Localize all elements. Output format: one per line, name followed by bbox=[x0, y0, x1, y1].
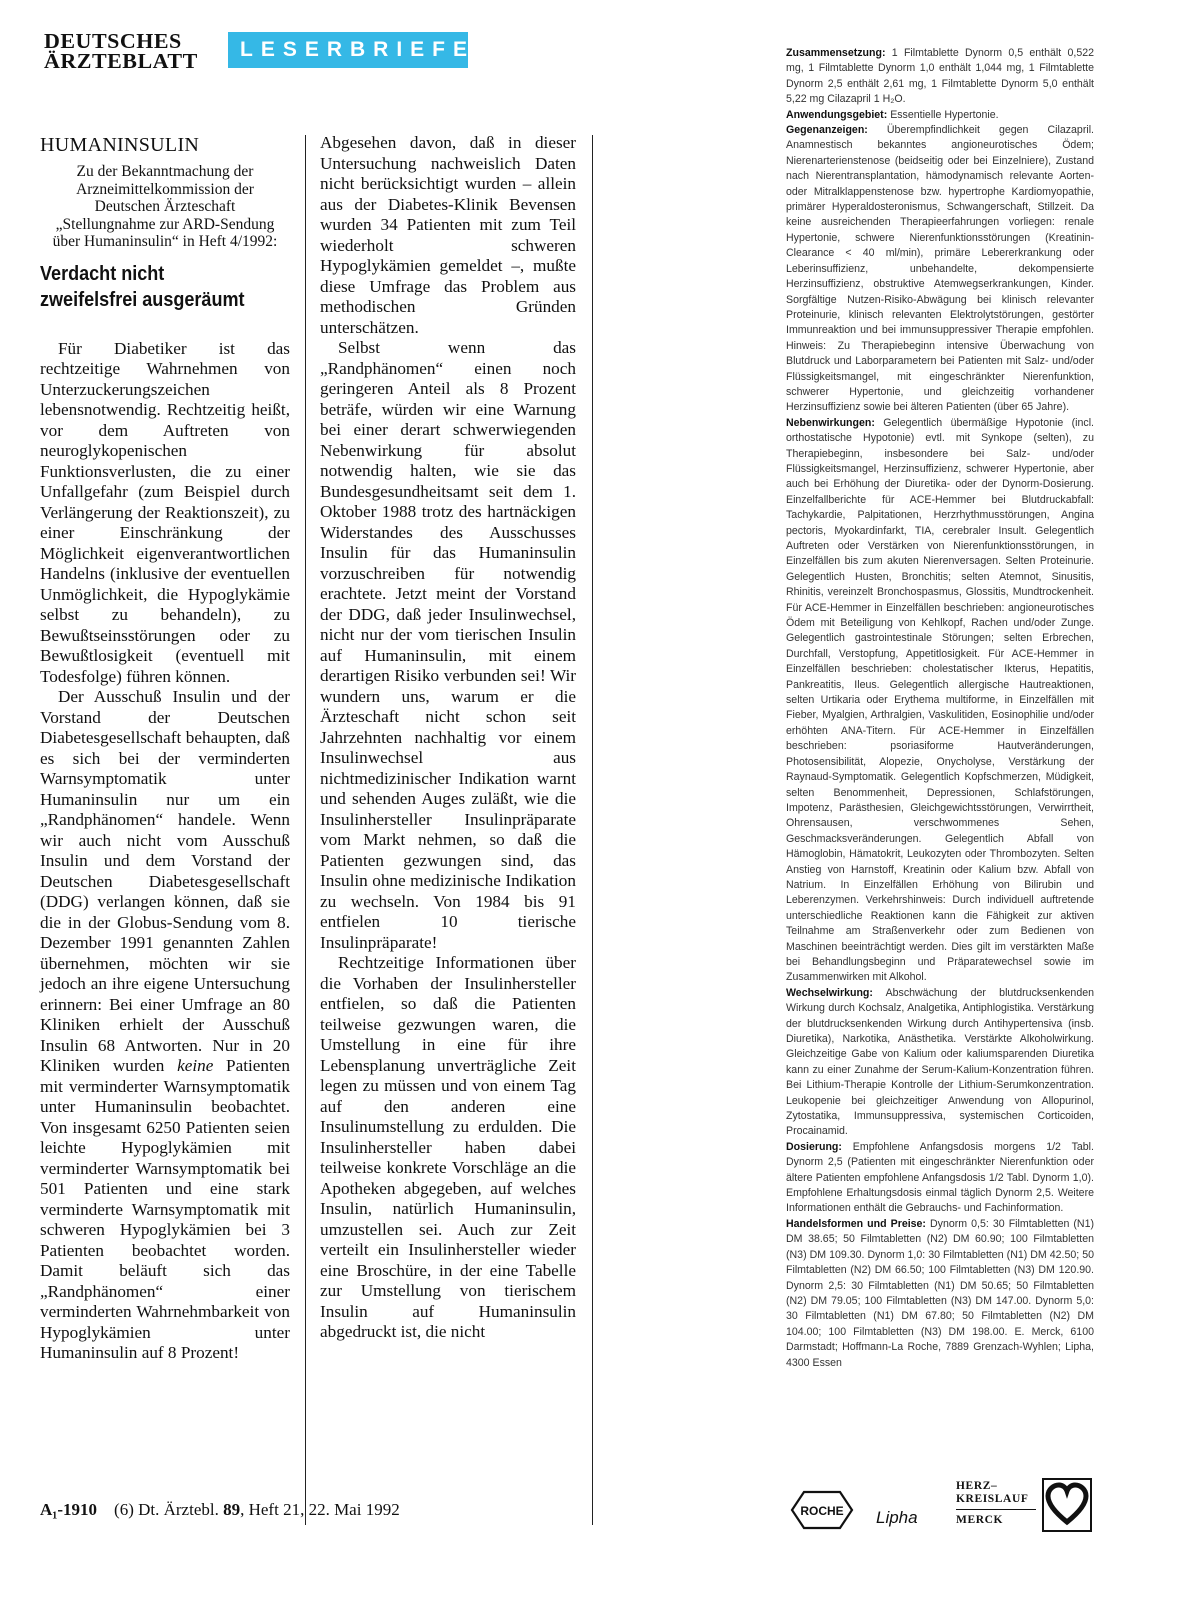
lipha-logo: Lipha bbox=[876, 1508, 918, 1527]
paragraph-1: Für Diabetiker ist das rechtzeitige Wahrnehmen von Unterzuckerungszeichen lebensnotwendig. Rechtzeitig heißt, vor dem Auftreten von neuroglykopenischen Funktionsverlusten, die zu einer Unfallgefahr (zum Beispiel durch Verlängerung der Reaktionszeit), zu einer Einschränkung der Möglichkeit eigenverantwortlichen Handelns (inklusive der eventuellen Unmöglichkeit, die Hypoglykämie selbst zu behandeln), zu Bewußtseinsstörungen oder zu Bewußtlosigkeit (eventuell mit Todesfolge) führen können. bbox=[40, 338, 290, 686]
pi-text: Überempfindlichkeit gegen Cilazapril. Anamnestisch bekanntes angioneurotisches Ödem; Nierenarterienstenose (beidseitig oder bei Einzelniere), Zustand nach Nierentransplantation, hämodynamisch relevante Aorten- oder Mitralklappenstenose bzw. hypertrophe Kardiomyopathie, primärer Hyperaldosteronismus, Schwangerschaft, Stillzeit. Da keine ausreichenden Therapieerfahrungen vorliegen: renale Hypertonie, schwere Nierenfunktionsstörungen (Kreatinin-Clearance < 40 ml/min), primäre Lebererkrankung oder Leberinsuffizienz, unbehandelte, dekompensierte Herzinsuffizienz, obstruktive Atemwegserkrankungen, Kinder. Sorgfältige Nutzen-Risiko-Abwägung bei klinisch relevanter Proteinurie, klinisch relevanten Elektrolytstörungen, gestörter Immunreaktion und bei immunsuppressiver Therapie empfohlen. Hinweis: Zu Therapiebeginn intensive Überwachung von Blutdruck und Laborparametern bei Patienten mit Salz- und/oder Flüssigkeitsmangel, mit eingeschränkter Nierenfunktion, schwerer Hypertonie, und gleichzeitig vorhandener Herzinsuffizienz sowie bei älteren Patienten (über 65 Jahre). bbox=[786, 124, 1094, 414]
pi-text: Gelegentlich übermäßige Hypotonie (incl. orthostatische Hypotonie) evtl. mit Synkope (selten), zu Therapiebeginn, insbesondere bei Salz- und/oder Flüssigkeitsmangel, Herzinsuffizienz, schwerer Hypertonie, aber auch bei Erhöhung der Diuretika- oder der Dynorm-Dosierung. Einzelfallberichte für ACE-Hemmer bei Blutdruckabfall: Tachykardie, Palpitationen, Herzrhythmusstörungen, Angina pectoris, Myokardinfarkt, TIA, cerebraler Insult. Gelegentlich Auftreten oder Verstärken von Nierenfunktionsstörungen, in Einzelfällen bis zum akuten Nierenversagen. Selten Proteinurie. Gelegentlich Husten, Bronchitis; selten Atemnot, Sinusitis, Rhinitis, vereinzelt Bronchospasmus, Glossitis, Mundtrockenheit. Für ACE-Hemmer in Einzelfällen beschrieben: angioneurotisches Ödem mit Beteiligung von Kehlkopf, Rachen und/oder Zunge. Gelegentlich gastrointestinale Störungen; selten Erbrechen, Durchfall, Verstopfung, Appetitlosigkeit. Für ACE-Hemmer in Einzelfällen beschrieben: cholestatischer Ikterus, Hepatitis, Pankreatitis, Ileus. Gelegentlich allergische Hautreaktionen, selten Urtikaria oder Erythema multiforme, in Einzelfällen mit Fieber, Myalgien, Arthralgien, Vaskulitiden, Eosinophilie und/oder erhöhten ANA-Titern. Für ACE-Hemmer in Einzelfällen beschrieben: psoriasiforme Hautveränderungen, Photosensibilität, Alopezie, Onycholyse, Verstärkung der Raynaud-Symptomatik. Gelegentlich Kopfschmerzen, Müdigkeit, selten Benommenheit, Depressionen, Schlafstörungen, Impotenz, Parästhesien, Gleichgewichtsstörungen, Verwirrtheit, Ohrensausen, verschwommenes Sehen, Geschmacksveränderungen. Gelegentlich Abfall von Hämoglobin, Hämatokrit, Leukozyten oder Thrombozyten. Selten Anstieg von Harnstoff, Kreatinin oder Kalium bzw. Abfall von Natrium. In Einzelfällen Erhöhung von Bilirubin und Leberenzymen. Verkehrshinweis: Durch individuell auftretende unterschiedliche Reaktionen kann die Fähigkeit zur aktiven Teilnahme am Straßenverkehr oder zum Bedienen von Maschinen beeinträchtigt werden. Dies gilt im verstärkten Maße bei Behandlungsbeginn und Präparatewechsel sowie im Zusammenwirken mit Alkohol. bbox=[786, 416, 1094, 984]
pi-label: Anwendungsgebiet: bbox=[786, 108, 888, 121]
paragraph-2 bbox=[40, 687, 290, 1364]
pi-nebenwirkungen bbox=[786, 416, 1094, 986]
hk-line-1: HERZ– bbox=[956, 1480, 998, 1492]
issue-prefix: (6) Dt. Ärztebl. bbox=[114, 1500, 219, 1519]
pi-text: Essentielle Hypertonie. bbox=[890, 108, 999, 121]
hk-logo-text bbox=[956, 1480, 1036, 1527]
pi-text: Abschwächung der blutdrucksenkenden Wirkung durch Kochsalz, Analgetika, Antiphlogistika. Verstärkung der blutdrucksenkenden Wirkung durch Antihypertensiva (insb. Diuretika), Narkotika, Anästhetika. Verstärkte Alkoholwirkung. Gleichzeitige Gabe von Kalium oder kaliumsparenden Diuretika kann zu einer Zunahme der Serum-Kalium-Konzentration führen. Bei Lithium-Therapie Kontrolle der Lithium-Serumkonzentration. Leukopenie bei gleichzeitiger Anwendung von Allopurinol, Zytostatika, Immunsuppressiva, systemischen Corticoiden, Procainamid. bbox=[786, 986, 1094, 1138]
paragraph-2-part-a: Der Ausschuß Insulin und der Vorstand der Deutschen Diabetesgesellschaft behaupten, daß es sich bei der verminderten Warnsymptomatik unter Humaninsulin nur um ein „Randphänomen“ handele. Wenn wir auch nicht vom Ausschuß Insulin und dem Vorstand der Deutschen Diabetesgesellschaft (DDG) verlangen können, daß sie die in der Globus-Sendung vom 8. Dezember 1991 genannten Zahlen übernehmen, möchten wir sie jedoch an ihre eigene Untersuchung erinnern: Bei einer Umfrage an 80 Kliniken erhielt der Ausschuß Insulin 68 Antworten. Nur in 20 Kliniken wurden bbox=[40, 687, 290, 1075]
pi-gegenanzeigen bbox=[786, 123, 1094, 416]
article-column-1 bbox=[40, 133, 290, 1364]
pi-dosierung bbox=[786, 1140, 1094, 1217]
heart-icon bbox=[1042, 1478, 1092, 1532]
column-divider bbox=[305, 135, 306, 1525]
page-footer bbox=[40, 1500, 400, 1520]
volume-number: 89 bbox=[223, 1500, 241, 1519]
roche-logo-text: ROCHE bbox=[800, 1504, 844, 1518]
paragraph-2-part-b: Patienten mit verminderter Warnsymptomatik unter Humaninsulin beobachtet. Von insgesamt 6250 Patienten seien leichte Hypoglykämien mit verminderter Warnsymptomatik bei 501 Patienten und eine stark verminderte Warnsymptomatik mit schweren Hypoglykämien bei 3 Patienten beobachtet worden. Damit beläuft sich das „Randphänomen“ einer verminderten Wahrnehmbarkeit von Hypoglykämien unter Humaninsulin auf 8 Prozent! bbox=[40, 1056, 290, 1362]
roche-logo bbox=[790, 1490, 854, 1530]
page-number: A₁-1910 bbox=[40, 1500, 98, 1519]
masthead-line-2: ÄRZTEBLATT bbox=[44, 49, 198, 73]
pi-wechselwirkung bbox=[786, 986, 1094, 1140]
hk-line-2: KREISLAUF bbox=[956, 1493, 1036, 1510]
emphasis-keine: keine bbox=[177, 1056, 214, 1075]
pi-label: Zusammensetzung: bbox=[786, 47, 886, 59]
pi-label: Dosierung: bbox=[786, 1140, 842, 1153]
paragraph-4: Selbst wenn das „Randphänomen“ einen noch geringeren Anteil als 8 Prozent beträfe, würden wir eine Warnung bei einer derart schwerwiegenden Nebenwirkung für absolut notwendig halten, wie sie das Bundesgesundheitsamt seit dem 1. Oktober 1988 trotz des hartnäckigen Widerstandes des Ausschusses Insulin für das Humaninsulin vorzuschreiben für notwendig erachtete. Jetzt meint der Vorstand der DDG, daß jeder Insulinwechsel, nicht nur der vom tierischen Insulin auf Humaninsulin, mit einem derartigen Risiko verbunden sei! Wir wundern uns, warum er die Ärzteschaft nicht schon seit Jahrzehnten nachhaltig vor einem Insulinwechsel aus nichtmedizinischer Indikation warnt und sehenden Auges zuläßt, wie die Insulinhersteller Insulinpräparate vom Markt nehmen, so daß die Patienten gezwungen sind, das Insulin ohne medizinische Indikation zu wechseln. Von 1984 bis 91 entfielen 10 tierische Insulinpräparate! bbox=[320, 338, 576, 952]
pi-zusammensetzung bbox=[786, 46, 1094, 108]
issue-suffix: , Heft 21, 22. Mai 1992 bbox=[240, 1500, 400, 1519]
paragraph-5: Rechtzeitige Informationen über die Vorhaben der Insulinhersteller entfielen, so daß die Patienten teilweise gezwungen waren, die Umstellung in eine für ihre Lebensplanung unverträgliche Zeit legen zu müssen und von einem Tag auf den anderen eine Insulinumstellung zu erdulden. Die Insulinhersteller haben dabei teilweise konkrete Vorschläge an die Apotheken abgegeben, auf welches Insulin, natürlich Humaninsulin, umzustellen sei. Auch zur Zeit verteilt ein Insulinhersteller wieder eine Broschüre, in der eine Tabelle zur Umstellung von tierischem Insulin auf Humaninsulin abgedruckt ist, die nicht bbox=[320, 953, 576, 1341]
article-headline bbox=[40, 261, 260, 313]
headline-line-1: Verdacht nicht bbox=[40, 261, 165, 285]
section-tag: LESERBRIEFE bbox=[228, 32, 468, 68]
pi-label: Handelsformen und Preise: bbox=[786, 1217, 926, 1230]
journal-masthead bbox=[44, 31, 214, 71]
hk-line-3: MERCK bbox=[956, 1514, 1004, 1526]
pi-text: 1 Filmtablette Dynorm 0,5 enthält 0,522 mg, 1 Filmtablette Dynorm 1,0 enthält 1,044 mg, 1 Filmtablette Dynorm 2,5 enthält 2,61 mg, 1 Filmtablette Dynorm 5,0 enthält 5,22 mg Cilazapril 1 H₂O. bbox=[786, 47, 1094, 106]
pi-label: Wechselwirkung: bbox=[786, 986, 873, 999]
paragraph-3: Abgesehen davon, daß in dieser Untersuchung nachweislich Daten nicht berücksichtigt wurden – allein aus der Diabetes-Klinik Bevensen wurden 34 Patienten mit zum Teil wiederholt schweren Hypoglykämien gemeldet –, mußte diese Umfrage das Problem aus methodischen Gründen unterschätzen. bbox=[320, 133, 576, 337]
pi-text: Empfohlene Anfangsdosis morgens 1/2 Tabl. Dynorm 2,5 (Patienten mit eingeschränkter Nierenfunktion oder ältere Patienten empfohlene Anfangsdosis 1/2 Tabl. Dynorm 1,0). Empfohlene Erhaltungsdosis einmal täglich Dynorm 2,5. Weitere Informationen enthält die Gebrauchs- und Fachinformation. bbox=[786, 1140, 1094, 1215]
headline-line-2: zweifelsfrei ausgeräumt bbox=[40, 287, 245, 311]
pi-label: Gegenanzeigen: bbox=[786, 124, 868, 137]
pi-handelsformen bbox=[786, 1217, 1094, 1371]
article-column-2 bbox=[320, 133, 576, 1343]
drug-information-panel bbox=[786, 46, 1094, 1371]
pi-anwendungsgebiet bbox=[786, 108, 1094, 123]
masthead-line-1: DEUTSCHES bbox=[44, 29, 182, 53]
column-divider bbox=[592, 135, 593, 1525]
pi-label: Nebenwirkungen: bbox=[786, 416, 875, 429]
article-section-head: HUMANINSULIN bbox=[40, 134, 200, 156]
article-intro: Zu der Bekanntmachung der Arzneimittelkommission der Deutschen Ärzteschaft „Stellungnahme zur ARD-Sendung über Humaninsulin“ in Heft 4/1992: bbox=[52, 163, 278, 250]
pi-text: Dynorm 0,5: 30 Filmtabletten (N1) DM 38.65; 50 Filmtabletten (N2) DM 60.90; 100 Filmtabletten (N3) DM 109.30. Dynorm 1,0: 30 Filmtabletten (N1) DM 42.50; 50 Filmtabletten (N2) DM 66.50; 100 Filmtabletten (N3) DM 120.90. Dynorm 2,5: 30 Filmtabletten (N1) DM 50.65; 50 Filmtabletten (N2) DM 79.05; 100 Filmtabletten (N3) DM 147.00. Dynorm 5,0: 30 Filmtabletten (N1) DM 67.80; 50 Filmtabletten (N2) DM 104.00; 100 Filmtabletten (N3) DM 198.00. E. Merck, 6100 Darmstadt; Hoffmann-La Roche, 7889 Grenzach-Wyhlen; Lipha, 4300 Essen bbox=[786, 1217, 1095, 1369]
herz-kreislauf-merck-logo bbox=[956, 1478, 1094, 1534]
